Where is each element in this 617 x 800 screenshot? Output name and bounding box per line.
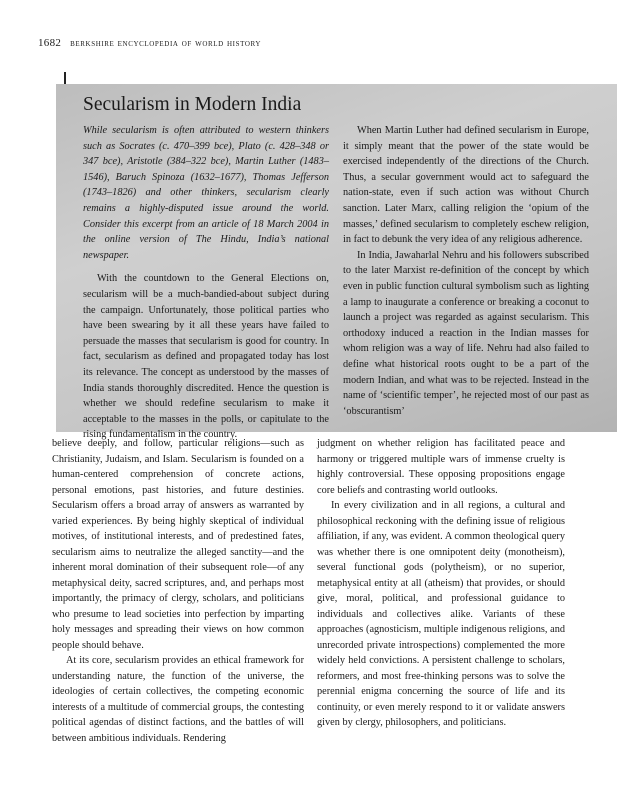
- running-head: [38, 37, 598, 49]
- running-head-title: berkshire encyclopedia of world history: [70, 38, 262, 49]
- body-right-column: [317, 436, 565, 731]
- sidebar-paragraph: In India, Jawaharlal Nehru and his followers subscribed to the later Marxist re-definition of the concept by which even in public function cultural symbolism such as lighting a lamp to inaugurate a conference or breaking a coconut to launch a project was regarded as against secularism. This orthodoxy induced a reaction in the Indian masses for whom religion was a way of life. Nehru had also failed to define what historical roots ought to be a part of the modern Indian, and what was to be rejected. Instead in the name of ‘scientific temper’, he rejected most of our past as ‘obscurantism’: [343, 249, 589, 417]
- sidebar-paragraph: When Martin Luther had defined secularism in Europe, it simply meant that the power of the state would be exercised independently of the directions of the Church. Thus, a secular government would act to safeguard the nation-state, even if such action was without Church sanction. Later Marx, calling religion the ‘opium of the masses,’ defined secularism to completely eschew religion, in fact to debunk the very idea of any religious adherence.: [343, 125, 589, 246]
- body-left-column: [52, 436, 304, 746]
- sidebar-paragraph: With the countdown to the General Elections on, secularism will be a much-bandied-about subject during the campaign. Unfortunately, those political parties who have been swearing by it all these years have failed to persuade the masses that secularism is good for country. In fact, secularism as defined and propagated today has lost its relevance. The concept as understood by the masses of India stands thoroughly discredited. Hence the question is whether we should redefine secularism to make it acceptable to the masses in the polls, or capitulate to the rising fundamentalism in the country.: [83, 273, 329, 441]
- body-paragraph: judgment on whether religion has facilitated peace and harmony or triggered multiple wars of immense cruelty is highly controversial. These opposing propositions engage core beliefs and contrasting world outlooks.: [317, 438, 565, 496]
- page-number: 1682: [38, 37, 62, 49]
- sidebar-box: [56, 84, 617, 441]
- sidebar-title: Secularism in Modern India: [83, 94, 302, 115]
- sidebar-right-column: [343, 123, 589, 419]
- body-paragraph: In every civilization and in all regions, a cultural and philosophical reckoning with the defining issue of religious affiliation, if any, was evident. A common theological query was whether there is one omnipotent deity (monotheism), several functional gods (polytheism), or no superior, metaphysical entity at all (atheism) that provides, or should give, moral, political, and professional guidance to individuals and collectives alike. Variants of these approaches (agnosticism, multiple indigenous religions, and unrecorded private introspections) complemented the more widely held convictions. A persistent challenge to scholars, reformers, and most free-thinking persons was to solve the perennial enigma concerning the source of life and its continuity, or even merely respond to it or validate answers given by clergy, philosophers, and politicians.: [317, 500, 565, 728]
- sidebar-left-column: [83, 123, 329, 443]
- body-paragraph: believe deeply, and follow, particular religions—such as Christianity, Judaism, and Islam. Secularism is founded on a human-centered comprehension of concrete actions, personal emotions, past histories, and future destinies. Secularism offers a broad array of answers as warranted by varied experiences. By being highly skeptical of individual motives, of institutional interests, and of predestined fates, secularism aims to neutralize the alleged sanctity—and the inherent moral domination of their subsequent role—of any metaphysical deity, sacred scriptures, and, and perhaps most importantly, the primacy of clergy, scholars, and politicians who presume to lead societies into perfection by imparting holy messages and spreading their views on how common people should behave.: [52, 438, 304, 651]
- body-paragraph: At its core, secularism provides an ethical framework for understanding nature, the function of the universe, the ideologies of certain collectives, the competing economic interests of a multitude of commercial groups, the contesting political agendas of distinct factions, and the battles of will between ambitious individuals. Rendering: [52, 655, 304, 744]
- sidebar-intro: While secularism is often attributed to western thinkers such as Socrates (c. 470–399 bce), Plato (c. 428–348 or 347 bce), Aristotle (384–322 bce), Martin Luther (1483–1546), Baruch Spinoza (1632–1677), Thomas Jefferson (1743–1826) and other thinkers, secularism clearly remains a highly-disputed issue around the world. Consider this excerpt from an article of 18 March 2004 in the online version of The Hindu, India’s national newspaper.: [83, 125, 329, 261]
